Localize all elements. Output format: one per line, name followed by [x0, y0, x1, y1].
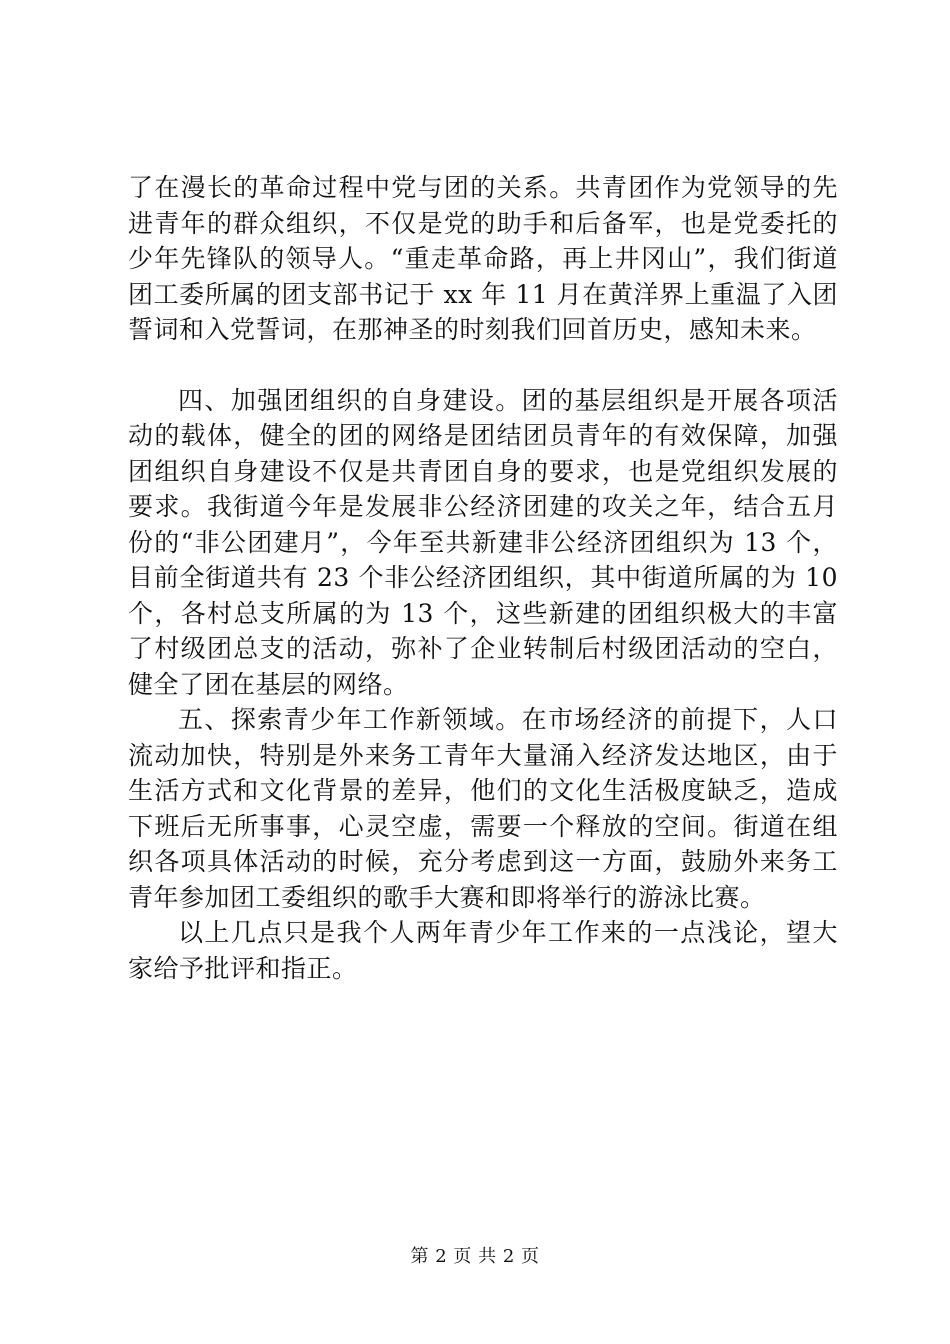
paragraph-party-and-league: 了在漫长的革命过程中党与团的关系。共青团作为党领导的先进青年的群众组织，不仅是党的助手和后备军，也是党委托的少年先锋队的领导人。“重走革命路，再上井冈山”，我们街道团工委所属的团支部书记于 xx 年 11 月在黄洋界上重温了入团誓词和入党誓词，在那神圣的时刻我们回首历史，感知未来。: [128, 173, 838, 344]
document-body: [128, 170, 838, 986]
paragraph-closing: 以上几点只是我个人两年青少年工作来的一点浅论，望大家给予批评和指正。: [128, 918, 838, 983]
page-footer: 第 2 页 共 2 页: [410, 1246, 540, 1267]
paragraph-section-four: 四、加强团组织的自身建设。团的基层组织是开展各项活动的载体，健全的团的网络是团结团员青年的有效保障，加强团组织自身建设不仅是共青团自身的要求，也是党组织发展的要求。我街道今年是发展非公经济团建的攻关之年，结合五月份的“非公团建月”，今年至共新建非公经济团组织为 13 个，目前全街道共有 23 个非公经济团组织，其中街道所属的为 10 个，各村总支所属的为 13 个，这些新建的团组织极大的丰富了村级团总支的活动，弥补了企业转制后村级团活动的空白，健全了团在基层的网络。: [128, 385, 838, 699]
paragraph-section-five: 五、探索青少年工作新领域。在市场经济的前提下，人口流动加快，特别是外来务工青年大量涌入经济发达地区，由于生活方式和文化背景的差异，他们的文化生活极度缺乏，造成下班后无所事事，心灵空虚，需要一个释放的空间。街道在组织各项具体活动的时候，充分考虑到这一方面，鼓励外来务工青年参加团工委组织的歌手大赛和即将举行的游泳比赛。: [128, 705, 838, 912]
